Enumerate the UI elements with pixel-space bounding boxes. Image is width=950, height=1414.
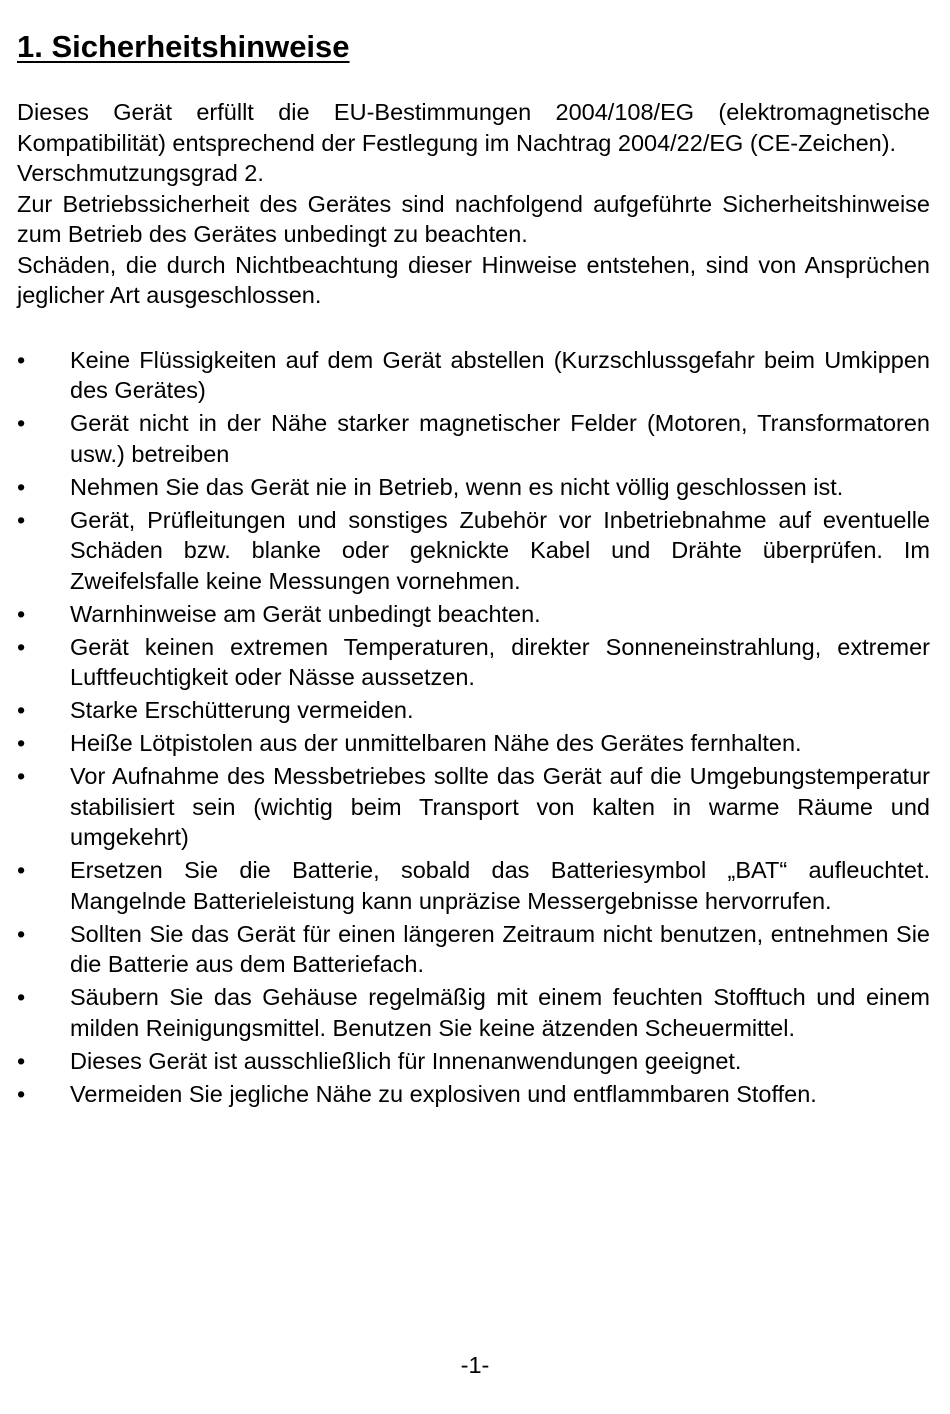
safety-bullet-item (17, 408, 930, 469)
bullet-icon: • (17, 730, 26, 756)
bullet-icon: • (17, 1047, 26, 1074)
bullet-icon: • (17, 600, 26, 627)
bullet-text: Gerät, Prüfleitungen und sonstiges Zubehör vor Inbetriebnahme auf eventuelle Schäden bzw. blanke oder geknickte Kabel und Drähte überprüfen. Im Zweifelsfalle keine Messungen vornehmen. (70, 506, 930, 594)
intro-paragraph-pollution-degree: Verschmutzungsgrad 2. (17, 160, 264, 186)
bullet-icon: • (17, 410, 26, 436)
bullet-text: Vermeiden Sie jegliche Nähe zu explosiven und entflammbaren Stoffen. (70, 1080, 817, 1107)
intro-block (17, 97, 930, 311)
safety-bullet-item (17, 632, 930, 693)
bullet-icon: • (17, 633, 26, 660)
intro-paragraph-liability: Schäden, die durch Nichtbeachtung dieser Hinweise entstehen, sind von Ansprüchen jeglicher Art ausgeschlossen. (17, 251, 930, 308)
safety-bullet-item (17, 1046, 930, 1077)
safety-bullet-item (17, 1079, 930, 1110)
bullet-icon: • (17, 1080, 26, 1107)
safety-bullet-item (17, 855, 930, 916)
safety-bullet-item (17, 505, 930, 597)
bullet-text: Säubern Sie das Gehäuse regelmäßig mit einem feuchten Stofftuch und einem milden Reinigungsmittel. Benutzen Sie keine ätzenden Scheuermittel. (70, 984, 930, 1041)
bullet-text: Heiße Lötpistolen aus der unmittelbaren Nähe des Gerätes fernhalten. (70, 730, 802, 756)
bullet-icon: • (17, 984, 26, 1010)
bullet-text: Dieses Gerät ist ausschließlich für Innenanwendungen geeignet. (70, 1047, 742, 1074)
section-title: 1. Sicherheitshinweise (17, 29, 350, 64)
safety-bullet-item (17, 345, 930, 406)
bullet-text: Gerät nicht in der Nähe starker magnetischer Felder (Motoren, Transformatoren usw.) betreiben (70, 410, 930, 467)
bullet-icon: • (17, 697, 26, 723)
safety-bullet-item (17, 919, 930, 980)
bullet-text: Vor Aufnahme des Messbetriebes sollte das Gerät auf die Umgebungstemperatur stabilisiert sein (wichtig beim Transport von kalten in warme Räume und umgekehrt) (70, 763, 930, 850)
bullet-text: Nehmen Sie das Gerät nie in Betrieb, wenn es nicht völlig geschlossen ist. (70, 473, 844, 500)
bullet-icon: • (17, 857, 26, 883)
bullet-icon: • (17, 506, 26, 533)
safety-bullet-list (17, 345, 930, 1110)
safety-bullet-item (17, 728, 930, 759)
bullet-text: Keine Flüssigkeiten auf dem Gerät abstellen (Kurzschlussgefahr beim Umkippen des Gerätes) (70, 346, 930, 403)
bullet-text: Starke Erschütterung vermeiden. (70, 697, 414, 723)
bullet-text: Gerät keinen extremen Temperaturen, direkter Sonneneinstrahlung, extremer Luftfeuchtigkeit oder Nässe aussetzen. (70, 633, 930, 690)
safety-bullet-item (17, 472, 930, 503)
bullet-text: Sollten Sie das Gerät für einen längeren Zeitraum nicht benutzen, entnehmen Sie die Batterie aus dem Batteriefach. (70, 920, 930, 977)
safety-bullet-item (17, 761, 930, 853)
bullet-text: Warnhinweise am Gerät unbedingt beachten. (70, 600, 541, 627)
bullet-icon: • (17, 473, 26, 500)
page-number: -1- (460, 1352, 490, 1378)
document-page (17, 28, 930, 1112)
safety-bullet-item (17, 695, 930, 726)
bullet-text: Ersetzen Sie die Batterie, sobald das Batteriesymbol „BAT“ aufleuchtet. Mangelnde Batterieleistung kann unpräzise Messergebnisse hervorrufen. (70, 857, 930, 914)
bullet-icon: • (17, 920, 26, 947)
intro-paragraph-ce: Dieses Gerät erfüllt die EU-Bestimmungen 2004/108/EG (elektromagnetische Kompatibilität) entsprechend der Festlegung im Nachtrag 2004/22/EG (CE-Zeichen). (17, 99, 930, 156)
bullet-icon: • (17, 346, 26, 373)
bullet-icon: • (17, 763, 26, 789)
intro-paragraph-safety: Zur Betriebssicherheit des Gerätes sind nachfolgend aufgeführte Sicherheitshinweise zum Betrieb des Gerätes unbedingt zu beachten. (17, 190, 930, 247)
safety-bullet-item (17, 982, 930, 1043)
safety-bullet-item (17, 599, 930, 630)
